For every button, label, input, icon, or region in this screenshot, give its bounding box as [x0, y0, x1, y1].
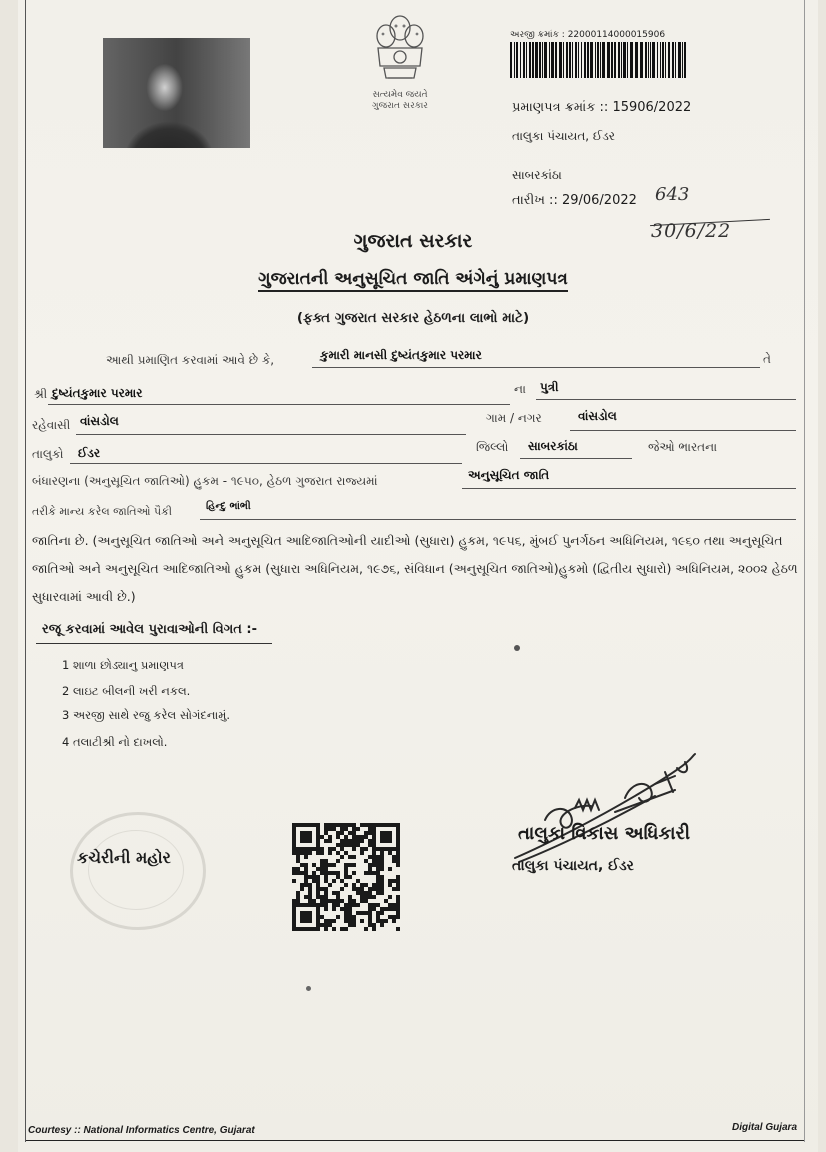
relation-prefix: ના: [514, 382, 526, 396]
recognized-text: તરીકે માન્ય કરેલ જાતિઓ પૈકી: [32, 505, 173, 518]
village: વાંસડોલ: [578, 409, 617, 423]
taluka-prefix: તાલુકો: [32, 447, 64, 461]
district-prefix: જિલ્લો: [476, 440, 509, 454]
candidate-name: કુમારી માનસી દુષ્યંતકુમાર પરમાર: [320, 348, 482, 362]
officer-office: તાલુકા પંચાયત, ઈડર: [512, 858, 634, 874]
fill-line: [48, 404, 510, 405]
evidence-item: 2 લાઇટ બીલની ખરી નકલ.: [62, 684, 191, 698]
fill-line: [312, 367, 760, 368]
qr-code-icon: [292, 822, 400, 932]
certificate-number: પ્રમાણપત્ર ક્રમાંક :: 15906/2022: [512, 100, 692, 115]
certify-prefix: આથી પ્રમાણિત કરવામાં આવે છે કે,: [106, 353, 275, 367]
evidence-item: 4 તલાટીશ્રી નો દાખલો.: [62, 735, 168, 749]
caste: હિન્દુ ભાંભી: [206, 501, 251, 512]
taluka: ઈડર: [78, 446, 101, 460]
name-suffix: તે: [763, 352, 771, 366]
officer-title: તાલુકા વિકાસ અધિકારી: [518, 823, 691, 844]
village-prefix: ગામ / નગર: [486, 411, 542, 425]
resident-prefix: રહેવાસી: [32, 418, 71, 432]
legal-paragraph: જાતિના છે. (અનુસૂચિત જાતિઓ અને અનુસૂચિત આદિજાતિઓની યાદીઓ (સુધારા) હુકમ, ૧૯૫૬, મુંબઈ પુનર્ગઠન અધિનિયમ, ૧૯૬૦ તથા અનુસૂચિત જાતિઓ અને અનુસૂચિત આદિજાતિઓ હુકમ (સુધારા અધિનિયમ, ૧૯૭૬, સંવિધાન (અનુસૂચિત જાતિઓ)હુકમો (દ્વિતીય સુધારો) અધિનિયમ, ૨૦૦૨ હેઠળ સુધારવામાં આવી છે.): [32, 533, 798, 604]
evidence-item: 3 અરજી સાથે રજુ કરેલ સોગંદનામું.: [62, 708, 231, 722]
certificate-subheading: (ફક્ત ગુજરાત સરકાર હેઠળના લાભો માટે): [296, 310, 530, 326]
emblem-caption: સત્યમેવ જયતે ગુજરાત સરકાર: [372, 90, 428, 111]
office-seal-label: કચેરીની મહોર: [77, 848, 171, 867]
handwritten-date: 30/6/22: [651, 220, 732, 242]
government-title: ગુજરાત સરકાર: [353, 230, 473, 252]
resident: વાંસડોલ: [80, 414, 119, 428]
fill-line: [570, 430, 796, 431]
issuing-district: સાબરકાંઠા: [512, 168, 562, 182]
applicant-photo: [103, 38, 250, 148]
evidence-title: રજૂ કરવામાં આવેલ પુરાવાઓની વિગત :-: [42, 622, 257, 637]
ink-dot: [306, 986, 311, 991]
officer-signature: [505, 750, 705, 870]
order-text: બંધારણના (અનુસૂચિત જાતિઓ) હુકમ - ૧૯૫૦, હેઠળ ગુજરાત રાજ્યમાં: [32, 474, 378, 488]
evidence-underline: [36, 643, 272, 644]
fill-line: [536, 399, 796, 400]
digital-gujarat-footer: Digital Gujara: [732, 1122, 798, 1133]
application-number: અરજી ક્રમાંક : 22000114000015906: [510, 30, 666, 40]
barcode-icon: [510, 42, 686, 78]
issuing-office: તાલુકા પંચાયત, ઈડર: [512, 129, 615, 143]
fill-line: [462, 488, 796, 489]
office-seal-inner-ring: [88, 830, 184, 910]
certificate-heading: ગુજરાતની અનુસૂચિત જાતિ અંગેનું પ્રમાણપત્ર: [0, 269, 826, 289]
fill-line: [70, 463, 462, 464]
ink-dot: [514, 645, 520, 651]
bharat-suffix: જેઓ ભારતના: [648, 440, 718, 454]
relation: પુત્રી: [540, 380, 559, 394]
fill-line: [200, 519, 796, 520]
handwritten-number: 643: [655, 184, 690, 205]
footer-rule: [26, 1140, 804, 1141]
district: સાબરકાંઠા: [528, 439, 578, 453]
issue-date: તારીખ :: 29/06/2022: [512, 193, 637, 208]
category: અનુસૂચિત જાતિ: [468, 468, 550, 482]
courtesy-footer: Courtesy :: National Informatics Centre, Gujarat: [28, 1125, 255, 1136]
shri-prefix: શ્રી: [34, 387, 48, 401]
father-name: દુષ્યંતકુમાર પરમાર: [52, 386, 143, 400]
evidence-item: 1 શાળા છોડ્યાનુ પ્રમાણપત્ર: [62, 658, 184, 672]
fill-line: [520, 458, 632, 459]
fill-line: [76, 434, 466, 435]
